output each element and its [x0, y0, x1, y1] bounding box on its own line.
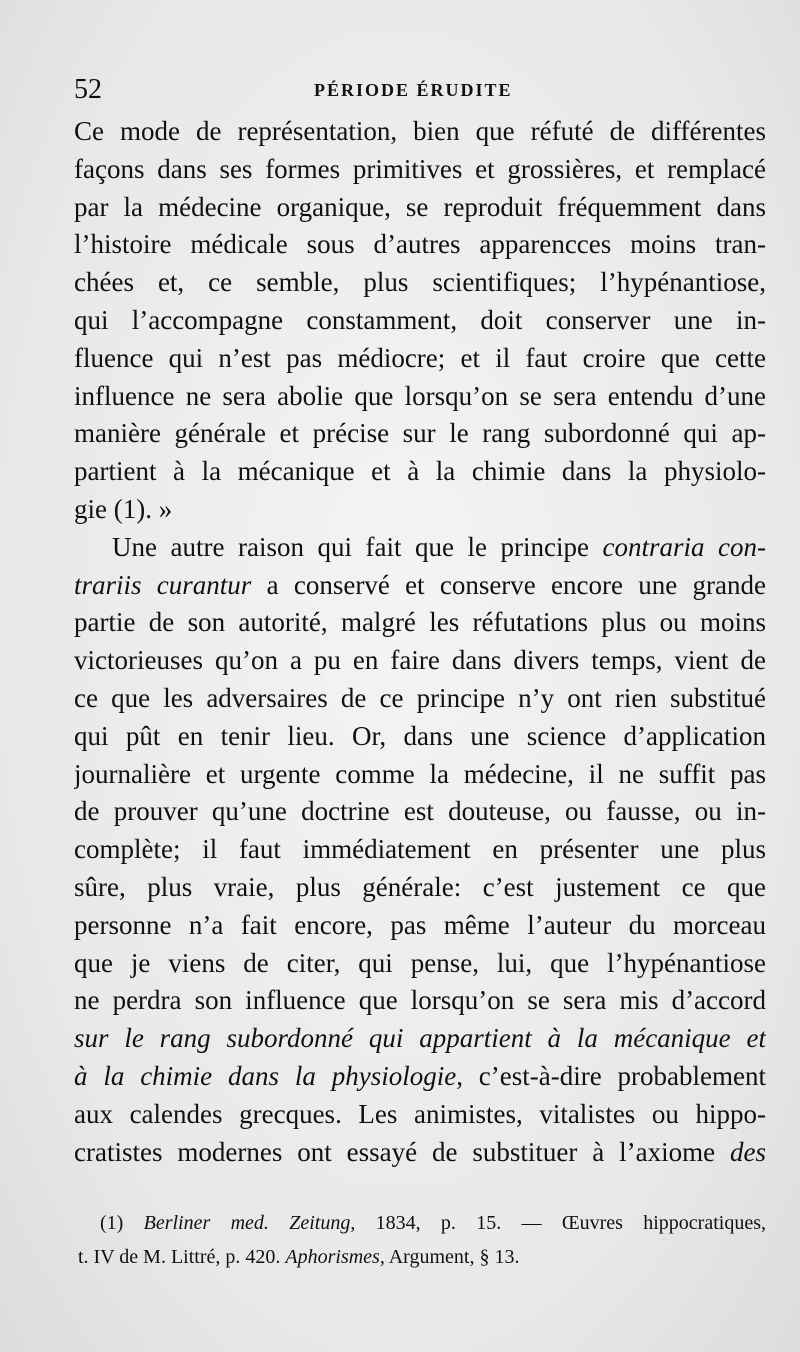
text-segment: , 1834, p. 15. — Œuvres hippocratiques,: [350, 1212, 766, 1234]
text-segment: l’histoire médicale sous d’autres apparencces moins tran-: [74, 229, 766, 260]
text-segment: personne n’a fait encore, pas même l’auteur du morceau: [74, 909, 766, 940]
text-line: [74, 340, 766, 378]
italic-text: des: [730, 1136, 766, 1167]
text-line: [74, 415, 766, 453]
text-line: [74, 982, 766, 1020]
text-line: [74, 718, 766, 756]
text-segment: de prouver qu’une doctrine est douteuse, ou fausse, ou in-: [74, 796, 766, 827]
text-segment: gie (1). »: [74, 493, 173, 524]
page-header: [74, 74, 764, 110]
text-line: [74, 1020, 766, 1058]
italic-text: trariis curantur: [74, 569, 252, 600]
text-segment: partie de son autorité, malgré les réfutations plus ou moins: [74, 607, 766, 638]
text-line: [74, 113, 766, 151]
text-line: [74, 378, 766, 416]
text-segment: a conservé et conserve encore une grande: [251, 569, 766, 600]
text-line: [74, 945, 766, 983]
body-text: [74, 113, 766, 1171]
page-number: 52: [74, 74, 102, 105]
text-line: [74, 491, 766, 529]
text-segment: (1): [100, 1212, 144, 1234]
text-segment: qui pût en tenir lieu. Or, dans une science d’application: [74, 720, 766, 751]
text-segment: , c’est-à-dire probablement: [456, 1060, 766, 1091]
text-segment: partient à la mécanique et à la chimie dans la physiolo-: [74, 456, 766, 487]
italic-text: Berliner med. Zeitung: [143, 1212, 351, 1234]
italic-text: à la chimie dans la physiologie: [74, 1060, 457, 1091]
text-line: [74, 907, 766, 945]
text-segment: influence ne sera abolie que lorsqu’on se sera entendu d’une: [74, 380, 766, 411]
text-segment: ce que les adversaires de ce principe n’y ont rien substitué: [74, 682, 766, 713]
italic-text: contraria con-: [602, 531, 766, 562]
text-segment: que je viens de citer, qui pense, lui, que l’hypénantiose: [74, 947, 766, 978]
text-line: [74, 529, 766, 567]
text-segment: journalière et urgente comme la médecine, il ne suffit pas: [74, 758, 766, 789]
text-line: [74, 189, 766, 227]
text-line: [74, 567, 766, 605]
text-line: [74, 869, 766, 907]
text-line: [74, 302, 766, 340]
text-line: [74, 453, 766, 491]
text-line: [74, 226, 766, 264]
italic-text: Aphorismes: [285, 1246, 380, 1268]
text-segment: complète; il faut immédiatement en présenter une plus: [74, 834, 766, 865]
text-segment: aux calendes grecques. Les animistes, vitalistes ou hippo-: [74, 1098, 766, 1129]
text-segment: victorieuses qu’on a pu en faire dans divers temps, vient de: [74, 645, 766, 676]
text-segment: ne perdra son influence que lorsqu’on se sera mis d’accord: [74, 985, 766, 1016]
text-line: [74, 264, 766, 302]
text-line: [74, 680, 766, 718]
text-segment: , Argument, § 13.: [379, 1246, 520, 1268]
footnote-line: [78, 1206, 766, 1240]
italic-text: sur le rang subordonné qui appartient à la mécanique et: [74, 1023, 766, 1054]
text-line: [74, 793, 766, 831]
text-line: [74, 756, 766, 794]
text-line: [74, 604, 766, 642]
text-segment: cratistes modernes ont essayé de substituer à l’axiome: [74, 1136, 730, 1167]
text-segment: qui l’accompagne constamment, doit conserver une in-: [74, 304, 766, 335]
text-segment: t. IV de M. Littré, p. 420.: [78, 1246, 286, 1268]
text-line: [74, 1096, 766, 1134]
footnote: [78, 1206, 766, 1274]
text-segment: façons dans ses formes primitives et grossières, et remplacé: [74, 153, 766, 184]
text-segment: Ce mode de représentation, bien que réfuté de différentes: [74, 116, 766, 146]
text-line: [74, 1058, 766, 1096]
text-line: [74, 1134, 766, 1172]
running-title: PÉRIODE ÉRUDITE: [314, 80, 513, 100]
text-segment: chées et, ce semble, plus scientifiques; l’hypénantiose,: [74, 267, 766, 298]
text-segment: Une autre raison qui fait que le principe: [112, 531, 603, 562]
text-segment: par la médecine organique, se reproduit fréquemment dans: [74, 191, 766, 222]
text-line: [74, 642, 766, 680]
text-segment: manière générale et précise sur le rang subordonné qui ap-: [74, 418, 766, 449]
text-segment: fluence qui n’est pas médiocre; et il faut croire que cette: [74, 342, 766, 373]
text-segment: sûre, plus vraie, plus générale: c’est justement ce que: [74, 871, 766, 902]
footnote-line: [78, 1240, 766, 1274]
text-line: [74, 151, 766, 189]
text-line: [74, 831, 766, 869]
